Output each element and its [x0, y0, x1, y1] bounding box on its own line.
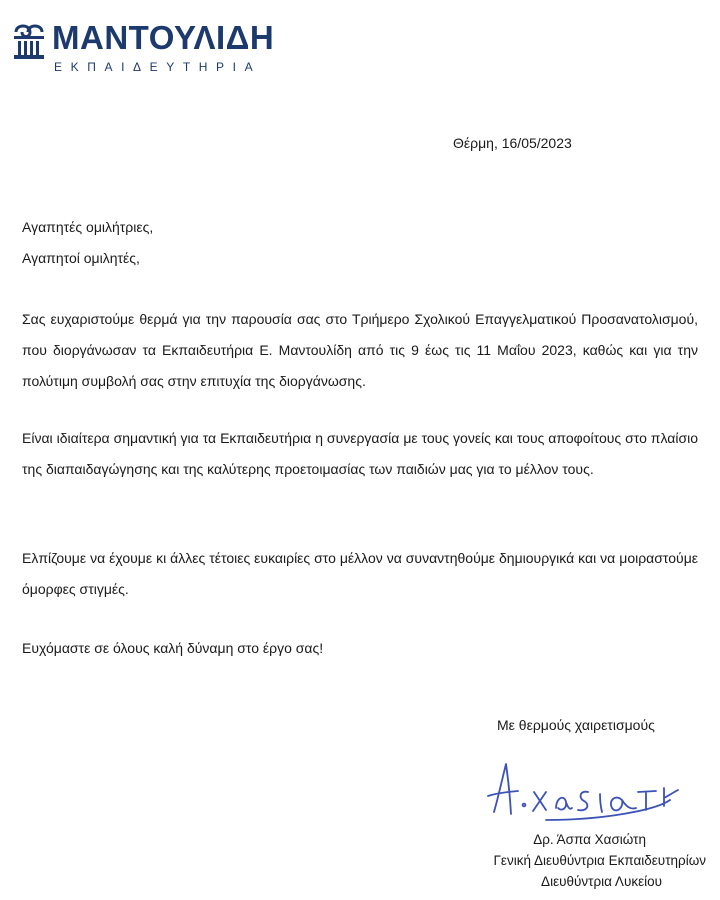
paragraph-cooperation: Είναι ιδιαίτερα σημαντική για τα Εκπαιδευτήρια η συνεργασία με τους γονείς και τους αποφοίτους στο πλαίσιο της διαπαιδαγώγησης και της καλύτερης προετοιμασίας των παιδιών μας για το μέλλον τους. — [22, 430, 698, 477]
signature-block — [494, 829, 707, 892]
paragraph-wishes: Ευχόμαστε σε όλους καλή δύναμη στο έργο σας! — [22, 640, 324, 656]
signatory-role: Διευθύντρια Λυκείου — [541, 874, 662, 889]
paragraph-future: Ελπίζουμε να έχουμε κι άλλες τέτοιες ευκαιρίες στο μέλλον να συναντηθούμε δημιουργικά και να μοιραστούμε όμορφες στιγμές. — [22, 550, 698, 597]
letter-date: Θέρμη, 16/05/2023 — [453, 135, 572, 151]
school-logo — [10, 14, 310, 76]
signatory-name: Δρ. Άσπα Χασιώτη — [533, 832, 646, 847]
logo-name: ΜΑΝΤΟΥΛΙΔΗ — [52, 19, 275, 56]
closing-line: Με θερμούς χαιρετισμούς — [497, 717, 655, 733]
signatory-title: Γενική Διευθύντρια Εκπαιδευτηρίων — [493, 853, 706, 868]
paragraph-thanks: Σας ευχαριστούμε θερμά για την παρουσία σας στο Τριήμερο Σχολικού Επαγγελματικού Προσανατολισμού, που διοργάνωσαν τα Εκπαιδευτήρια Ε. Μαντουλίδη από τις 9 έως τις 11 Μαΐου 2023, καθώς και για την πολύτιμη συμβολή σας στην επιτυχία της διοργάνωσης. — [22, 311, 698, 389]
greek-column-icon — [10, 20, 48, 60]
greeting-line-1: Αγαπητές ομιλήτριες, — [22, 219, 154, 235]
handwritten-signature — [484, 758, 684, 830]
logo-subtitle: ΕΚΠΑΙΔΕΥΤΗΡΙΑ — [54, 60, 262, 74]
greeting-line-2: Αγαπητοί ομιλητές, — [22, 250, 140, 266]
